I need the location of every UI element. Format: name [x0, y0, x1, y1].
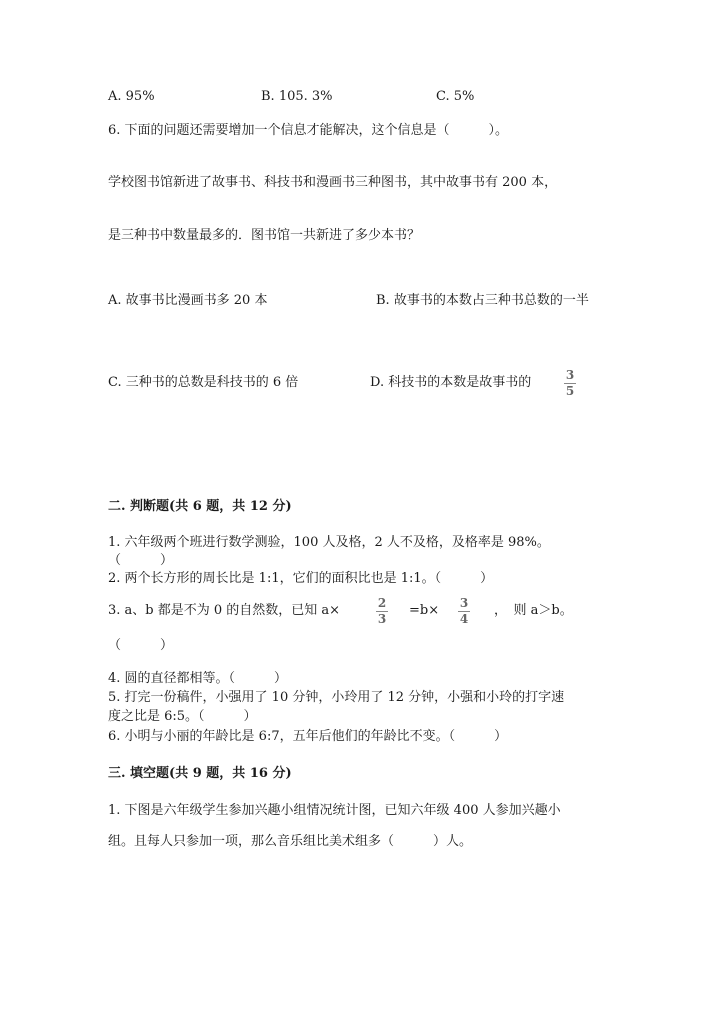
s2-q2: 2. 两个长方形的周长比是 1:1，它们的面积比也是 1:1。（ ） — [108, 571, 494, 586]
q5-option-c: C. 5% — [436, 89, 475, 104]
q6-context-line-2: 是三种书中数量最多的．图书馆一共新进了多少本书？ — [108, 228, 421, 243]
section-2-title: 二. 判断题(共 6 题，共 12 分) — [108, 499, 292, 514]
fraction-numerator: 3 — [565, 368, 575, 382]
fraction-denominator: 5 — [565, 384, 575, 398]
q5-option-b: B. 105. 3% — [261, 89, 333, 104]
q5-option-a: A. 95% — [108, 89, 155, 104]
q6-option-c: C. 三种书的总数是科技书的 6 倍 — [108, 375, 299, 390]
q6-option-b: B. 故事书的本数占三种书总数的一半 — [376, 293, 589, 308]
q6-stem: 6. 下面的问题还需要增加一个信息才能解决，这个信息是（ ）。 — [108, 123, 509, 138]
fraction-three-fourths — [455, 597, 473, 626]
s2-q3-paren: （ ） — [108, 638, 174, 653]
s2-q3-suffix: ， 则 a＞b。 — [494, 603, 573, 618]
s3-q1-line-1: 1. 下图是六年级学生参加兴趣小组情况统计图，已知六年级 400 人参加兴趣小 — [108, 803, 561, 818]
s2-q5-line-1: 5. 打完一份稿件，小强用了 10 分钟，小玲用了 12 分钟，小强和小玲的打字速 — [108, 690, 565, 705]
s2-q6: 6. 小明与小丽的年龄比是 6:7，五年后他们的年龄比不变。（ ） — [108, 729, 508, 744]
s2-q1-paren: （ ） — [108, 553, 174, 568]
fraction-three-fifths — [561, 369, 579, 398]
q6-context-line-1: 学校图书馆新进了故事书、科技书和漫画书三种图书，其中故事书有 200 本， — [108, 175, 558, 190]
fraction-denominator: 4 — [459, 612, 469, 626]
section-3-title: 三. 填空题(共 9 题，共 16 分) — [108, 766, 292, 781]
fraction-denominator: 3 — [377, 612, 387, 626]
q6-option-a: A. 故事书比漫画书多 20 本 — [108, 293, 268, 308]
s3-q1-line-2: 组。且每人只参加一项，那么音乐组比美术组多（ ）人。 — [108, 834, 473, 849]
s2-q1-line-1: 1. 六年级两个班进行数学测验，100 人及格，2 人不及格，及格率是 98%。 — [108, 535, 550, 550]
q6-option-d: D. 科技书的本数是故事书的 — [370, 375, 532, 390]
s2-q3-mid: =b× — [409, 603, 440, 618]
fraction-numerator: 2 — [377, 596, 387, 610]
s2-q5-line-2: 度之比是 6:5。（ ） — [108, 709, 257, 724]
s2-q3-prefix: 3. a、b 都是不为 0 的自然数，已知 a× — [108, 603, 341, 618]
s2-q4: 4. 圆的直径都相等。（ ） — [108, 671, 288, 686]
fraction-numerator: 3 — [459, 596, 469, 610]
fraction-two-thirds — [373, 597, 391, 626]
